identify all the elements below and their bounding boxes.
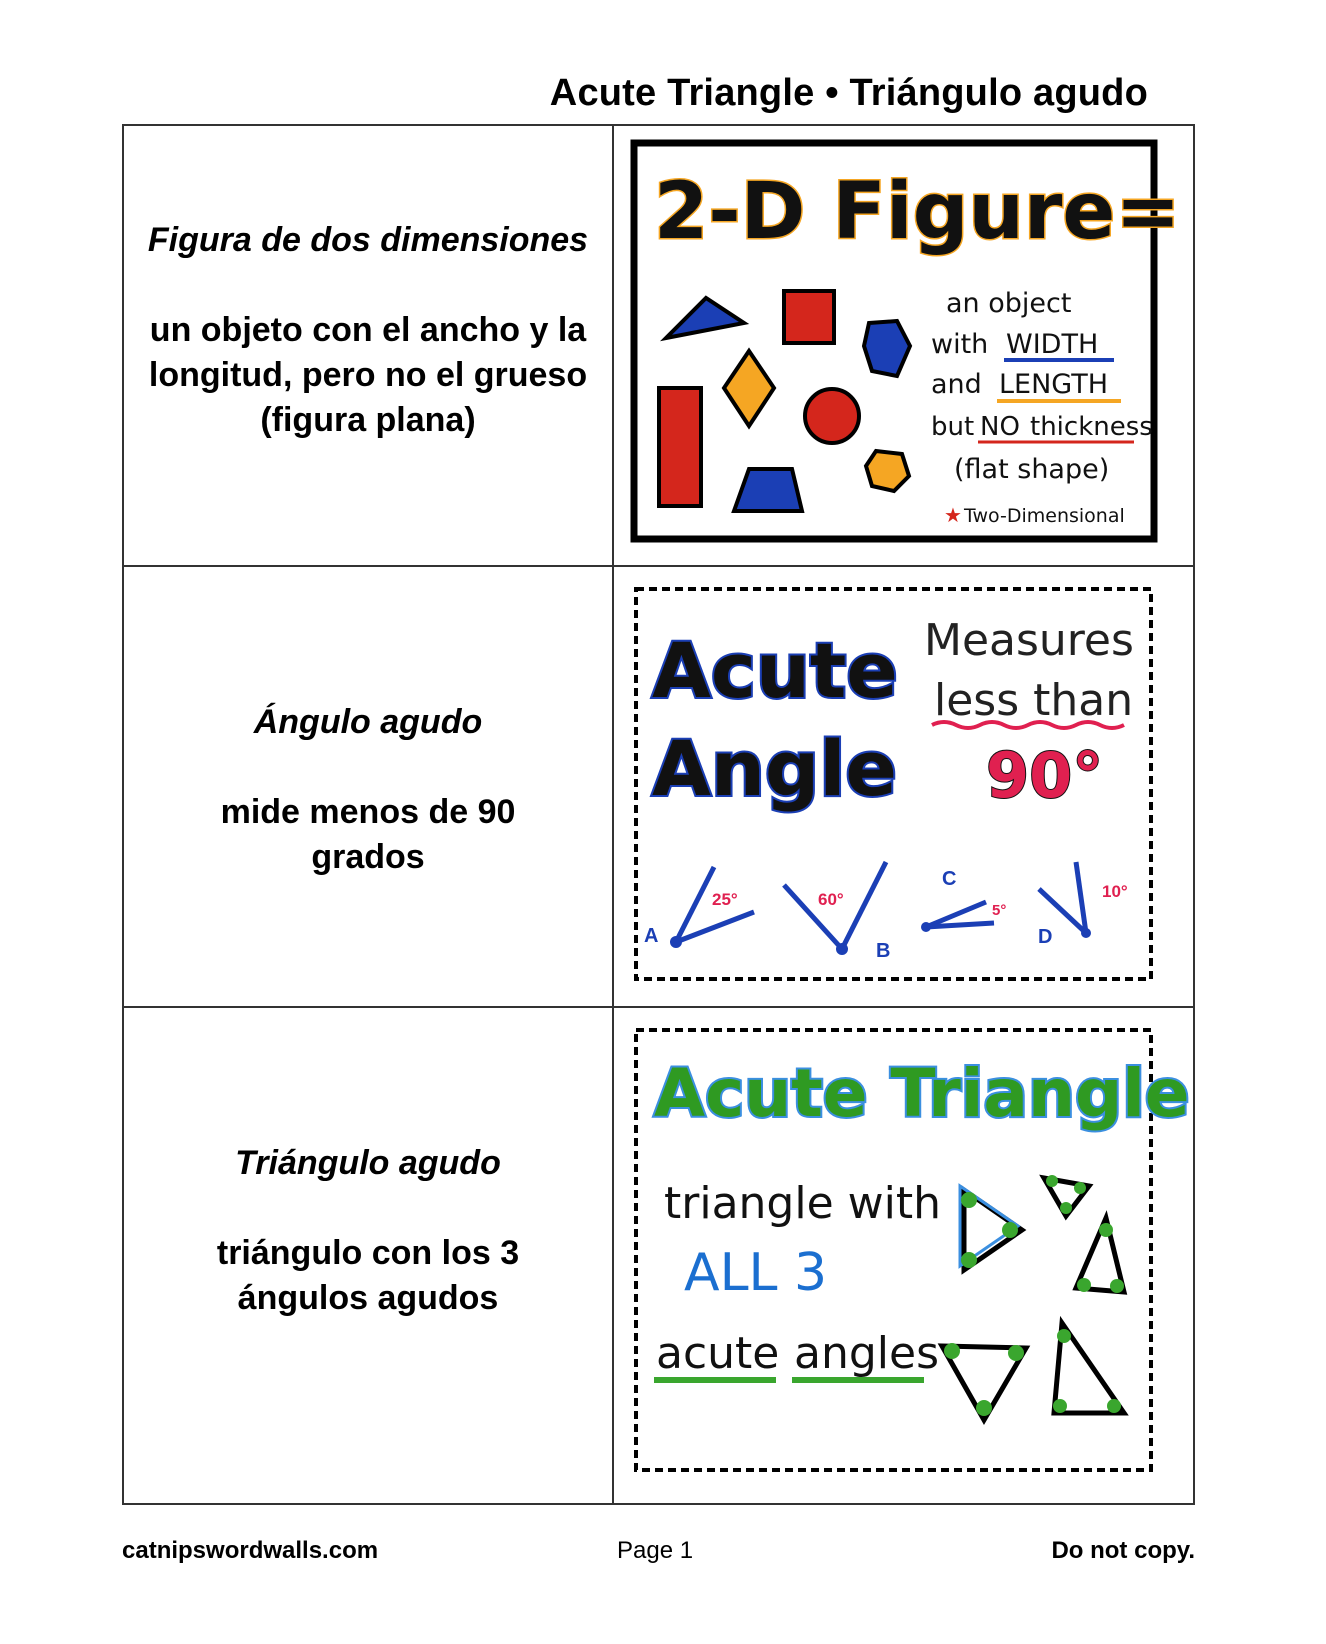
circle-shape: [805, 389, 859, 443]
card-line: and: [931, 369, 982, 400]
card-line: (flat shape): [954, 454, 1110, 485]
definition-text: un objeto con el ancho y la longitud, pero no el grueso (figura plana): [148, 311, 588, 439]
card-heading-line-1: Acute: [652, 626, 898, 715]
card-line: thickness: [1030, 412, 1153, 442]
vertex-dot: [921, 922, 931, 932]
small-hexagon-shape: [866, 451, 909, 491]
rectangle-shape: [659, 388, 701, 506]
term-label: Triángulo agudo: [235, 1144, 501, 1182]
row-3-text: [124, 1141, 612, 1321]
angle-label: C: [942, 868, 957, 890]
square-shape: [784, 291, 834, 343]
card-line: Two-Dimensional: [964, 505, 1125, 527]
row-1-text: [124, 218, 612, 443]
card-line: but: [931, 412, 975, 442]
card-line: triangle with: [664, 1178, 941, 1229]
star-icon: ★: [944, 505, 962, 527]
card-2d-figure: [614, 126, 1195, 565]
term-label: Ángulo agudo: [253, 703, 483, 741]
card-heading: Acute Triangle: [654, 1055, 1190, 1132]
footer-site: catnipswordwalls.com: [122, 1537, 379, 1564]
angle-label: D: [1038, 926, 1053, 948]
angle-label: A: [644, 925, 659, 947]
angle-measure: 25°: [712, 890, 738, 909]
card-acute-angle-illustration: [614, 567, 1195, 1006]
card-acute-triangle: [614, 1008, 1195, 1505]
angle-measure: 5°: [992, 902, 1007, 919]
card-line: an object: [946, 288, 1072, 319]
page-title: Acute Triangle • Triángulo agudo: [549, 72, 1148, 114]
vocabulary-table: [122, 124, 1195, 1505]
angle-measure: 10°: [1102, 882, 1128, 901]
footer-notice: Do not copy.: [1051, 1537, 1195, 1564]
angle-measure: 60°: [818, 890, 844, 909]
angle-label: B: [876, 940, 891, 962]
measures-label: Measures: [924, 615, 1134, 666]
ninety-degrees-label: 90°: [986, 739, 1104, 812]
row-2-text: [124, 700, 612, 880]
vertex-dot: [836, 943, 848, 955]
card-line: acute: [656, 1328, 780, 1379]
footer-page-number: Page 1: [617, 1537, 694, 1564]
card-line: NO: [980, 412, 1020, 442]
card-heading: 2-D Figure=: [654, 167, 1181, 257]
less-than-label: less than: [934, 675, 1134, 726]
card-acute-triangle-illustration: [614, 1008, 1195, 1505]
card-line: with: [931, 329, 989, 360]
card-line: LENGTH: [999, 369, 1109, 400]
vertex-dot: [1081, 928, 1091, 938]
vertex-dot: [670, 936, 682, 948]
definition-text: triángulo con los 3 ángulos agudos: [216, 1234, 520, 1317]
card-acute-angle: [614, 567, 1195, 1006]
card-line: WIDTH: [1006, 329, 1099, 360]
card-2d-figure-illustration: [614, 126, 1195, 565]
term-label: Figura de dos dimensiones: [147, 221, 589, 259]
definition-text: mide menos de 90 grados: [220, 793, 516, 876]
card-line: angles: [794, 1328, 939, 1379]
card-heading-line-2: Angle: [652, 724, 897, 813]
card-line: ALL 3: [684, 1243, 828, 1303]
